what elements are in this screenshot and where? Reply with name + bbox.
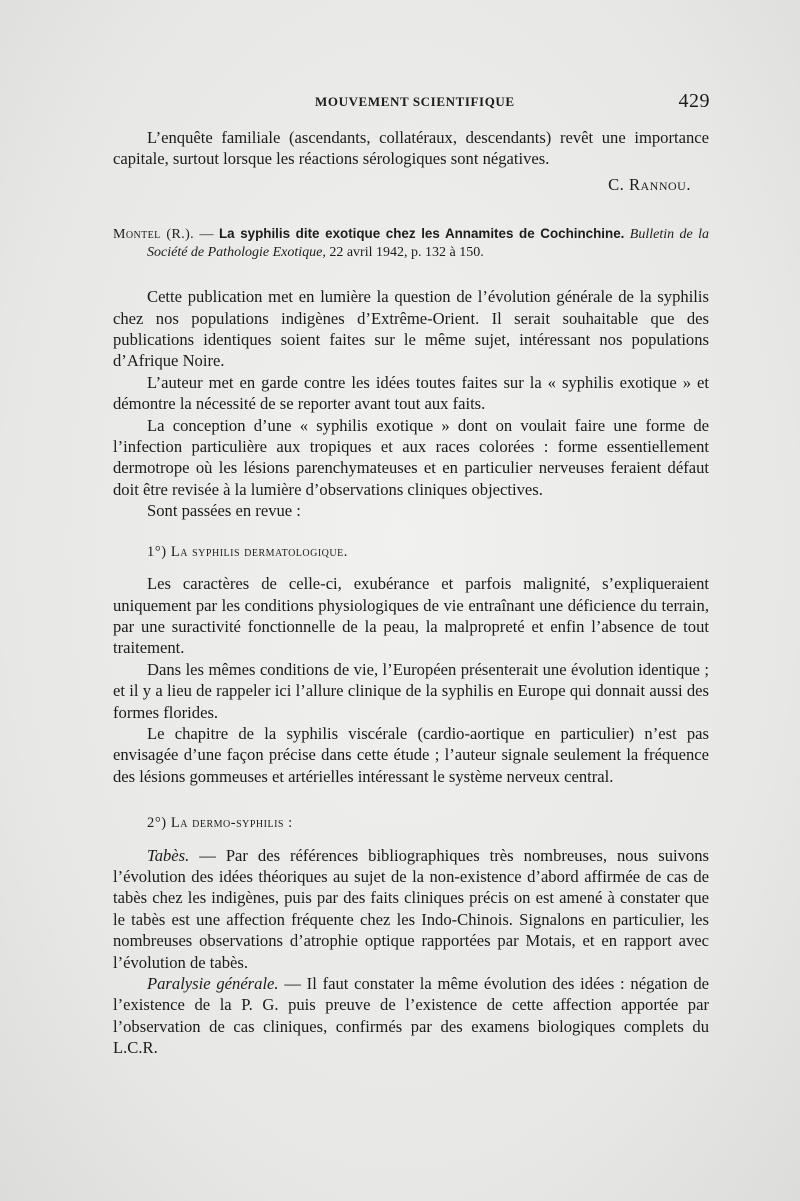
article-body	[113, 127, 709, 1059]
paralysie-text: — Il faut constater la même évolution des idées : négation de l’existence de la P. G. puis preuve de l’existence de cette affection apportée par l’observation de cas cliniques, confirmés par des examens biologiques complets du L.C.R.	[113, 974, 709, 1058]
section-heading-2	[147, 813, 709, 834]
citation-author: Montel (R.).	[113, 227, 195, 243]
paralysie-label: Paralysie générale.	[147, 974, 279, 993]
paragraph: Les caractères de celle-ci, exubérance et parfois malignité, s’expliqueraient uniquement par les conditions physiologiques de vie entraînant une déficience du terrain, par une suractivité fonctionnelle de la peau, la malpropreté et enfin l’absence de tout traitement.	[113, 574, 709, 658]
section-title: La syphilis dermatologique.	[170, 543, 348, 560]
section-1-body	[113, 573, 709, 787]
paragraph: La conception d’une « syphilis exotique » dont on voulait faire une forme de l’infection particulière aux tropiques et aux races colorées : forme essentiellement dermotrope où les lésions parenchymateuses et en particulier nerveuses feraient défaut doit être revisée à la lumière d’observations cliniques objectives.	[113, 415, 709, 499]
paralysie-paragraph	[113, 973, 709, 1059]
signature-text: C. Rannou.	[608, 174, 691, 194]
paragraph: L’auteur met en garde contre les idées toutes faites sur la « syphilis exotique » et démontre la nécessité de se reporter avant tout aux faits.	[113, 372, 709, 414]
tabes-label: Tabès.	[147, 845, 190, 865]
page-header	[110, 90, 710, 118]
running-head: MOUVEMENT SCIENTIFIQUE	[315, 94, 515, 109]
paragraph: Dans les mêmes conditions de vie, l’Européen présenterait une évolution identique ; et il y a lieu de rappeler ici l’allure clinique de la syphilis en Europe qui donnait aussi des formes florides.	[113, 659, 709, 722]
paragraph: Sont passées en revue :	[147, 501, 301, 521]
section-2-body	[113, 845, 709, 1059]
page-number: 429	[678, 90, 710, 112]
review-signature	[113, 174, 709, 195]
citation-dash: —	[199, 227, 214, 243]
tabes-paragraph	[113, 845, 709, 973]
section-title: La dermo-syphilis :	[170, 815, 293, 832]
intro-paragraph: L’enquête familiale (ascendants, collatéraux, descendants) revêt une importance capitale, surtout lorsque les réactions sérologiques sont négatives.	[113, 128, 709, 169]
paragraph: Le chapitre de la syphilis viscérale (cardio-aortique en particulier) n’est pas envisagée d’une façon précise dans cette étude ; l’auteur signale seulement la fréquence des lésions gommeuses et artérielles intéressant le système nerveux central.	[113, 723, 709, 786]
paragraph: Cette publication met en lumière la question de l’évolution générale de la syphilis chez nos populations indigènes d’Extrême-Orient. Il serait souhaitable que des publications identiques soient faites sur le même sujet, intéressant nos populations d’Afrique Noire.	[113, 287, 709, 371]
citation-details: 22 avril 1942, p. 132 à 150.	[329, 245, 484, 261]
section-number: 2°)	[147, 815, 167, 832]
section-number: 1°)	[147, 543, 167, 560]
citation-journal: Bulletin de la Société de Pathologie Exotique,	[147, 227, 710, 261]
bibliographic-citation	[113, 225, 709, 262]
citation-title: La syphilis dite exotique chez les Annamites de Cochinchine.	[218, 226, 625, 242]
section-heading-1	[147, 542, 709, 563]
review-text	[113, 286, 709, 521]
tabes-text: — Par des références bibliographiques très nombreuses, nous suivons l’évolution des idées théoriques au sujet de la non-existence d’abord affirmée de cas de tabès chez les indigènes, puis par des faits cliniques précis on est amené à constater que le tabès est une affection fréquente chez les Indo-Chinois. Signalons en particulier, les nombreuses observations d’atrophie optique rapportées par Motais, et en rapport avec l’évolution de tabès.	[113, 845, 709, 972]
